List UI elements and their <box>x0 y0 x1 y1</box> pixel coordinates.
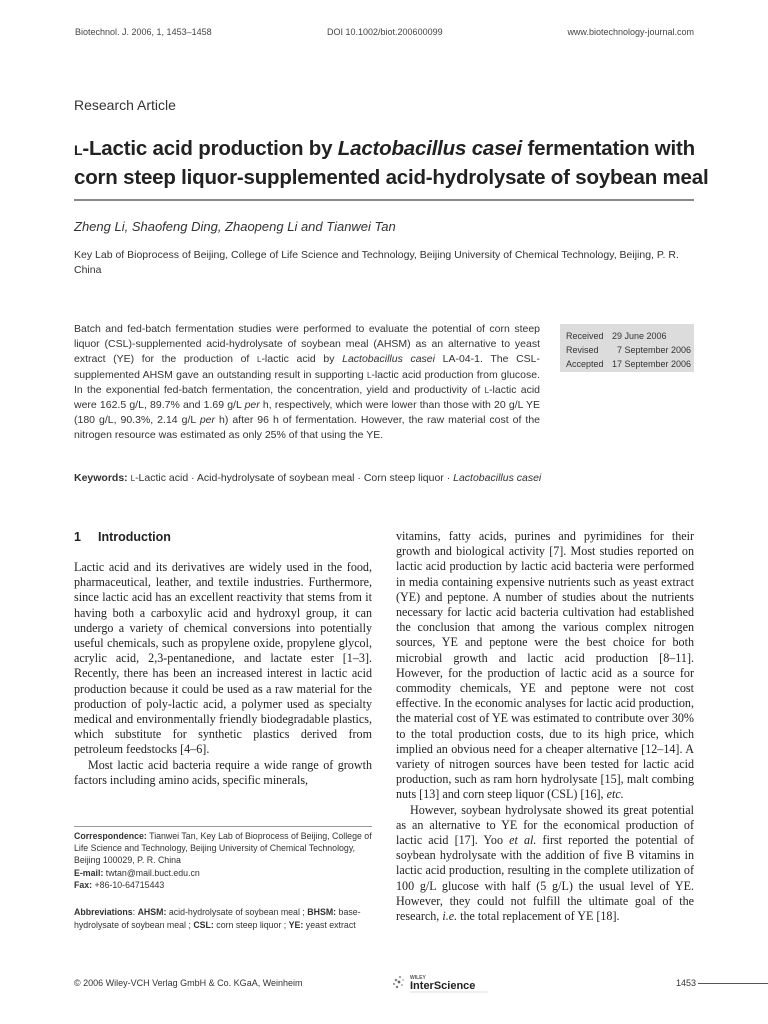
abstract-text: -lactic acid production from glucose. In the exponential fed-batch fermentation, the concentration, yield and productivity of <box>74 368 541 396</box>
abbreviation-term: BHSM: <box>307 907 337 917</box>
paragraph-italic: i.e. <box>442 909 458 924</box>
paragraph: Most lactic acid bacteria require a wide range of growth factors including amino acids, specific minerals, <box>74 757 372 787</box>
fax-value: +86-10-64715443 <box>94 879 165 890</box>
revised-value: 7 September 2006 <box>617 345 692 355</box>
correspondence-label: Correspondence: <box>74 831 147 841</box>
title-rule <box>74 199 694 201</box>
doi[interactable]: DOI 10.1002/biot.200600099 <box>327 27 443 37</box>
article-dates <box>560 324 694 372</box>
keywords <box>74 472 694 484</box>
paragraph-italic: etc. <box>606 787 624 802</box>
received-value: 29 June 2006 <box>612 331 667 341</box>
abstract-text: LA-04-1. The CSL-supplemented AHSM gave an outstanding result in supporting <box>74 353 540 381</box>
abstract-text: h) after 96 h of fermentation. However, the raw material cost of the nitrogen resource was estimated as only 25% of that using the YE. <box>74 414 540 442</box>
paragraph <box>396 529 694 803</box>
abbreviation-definition: corn steep liquor ; <box>216 919 289 930</box>
abbreviation-definition: base-hydrolysate of soybean meal ; <box>74 907 361 930</box>
paragraph-text: However, soybean hydrolysate showed its great potential as an alternative to YE for the economical production of lactic acid [17]. Yoo <box>396 802 694 848</box>
correspondence-fax <box>74 879 372 891</box>
correspondence <box>74 826 372 891</box>
body-column-left <box>74 560 372 788</box>
keywords-text: -Lactic acid · Acid-hydrolysate of soybean meal · Corn steep liquor · <box>135 472 454 484</box>
section-number: 1 <box>74 530 81 544</box>
interscience-logo <box>388 970 498 996</box>
title-species: Lactobacillus casei <box>337 137 523 160</box>
email-link[interactable]: twtan@mail.buct.edu.cn <box>105 867 200 878</box>
title-part-1: -Lactic acid production by <box>82 137 338 160</box>
correspondence-address <box>74 830 372 867</box>
journal-citation: Biotechnol. J. 2006, 1, 1453–1458 <box>75 27 212 37</box>
abstract-small-caps: L <box>484 385 490 395</box>
paragraph: Lactic acid and its derivatives are widely used in the food, pharmaceutical, leather, and textile industries. Furthermore, since lactic acid has an excellent reactivity that stems from it having both a carboxylic acid and hydroxyl group, it can undergo a variety of chemical conversions into potentially useful chemicals, such as propylene oxide, propylene glycol, acrylic acid, 2,3-pentanedione, and lactate ester [1–3]. Recently, there has been an increased interest in lactic acid production because it could be used as a raw material for the production of poly-lactic acid, a polymer used as specialty medical and environmentally friendly biodegradable plastics, which substitute for synthetic plastics derived from petroleum feedstocks [4–6]. <box>74 560 372 757</box>
copyright: © 2006 Wiley-VCH Verlag GmbH & Co. KGaA, Weinheim <box>74 978 303 988</box>
journal-website[interactable]: www.biotechnology-journal.com <box>567 27 694 37</box>
accepted-value: 17 September 2006 <box>612 359 692 369</box>
page-number-rule <box>698 983 768 984</box>
abbreviation-term: CSL: <box>193 919 214 930</box>
abstract-text: Batch and fed-batch fermentation studies were performed to evaluate the potential of corn steep liquor (CSL)-supplemented acid-hydrolysate of soybean meal (AHSM) as an alternative to yeast extract (YE) for the production of <box>74 323 540 366</box>
section-heading <box>74 530 171 544</box>
revised-date <box>566 343 694 357</box>
abbreviation-definition: yeast extract <box>305 919 356 930</box>
received-date <box>566 329 694 343</box>
correspondence-text: Tianwei Tan, Key Lab of Bioprocess of Beijing, College of Life Science and Technology, Beijing University of Chemical Technology, Beijing 100029, P. R. China <box>74 831 372 866</box>
accepted-date <box>566 357 694 371</box>
abbreviations-label: Abbreviations <box>74 907 133 917</box>
abstract-small-caps: L <box>256 355 262 365</box>
abbreviations: Abbreviations: AHSM: acid-hydrolysate of soybean meal ; BHSM: base-hydrolysate of soybean meal ; CSL: corn steep liquor ; YE: yeast extract <box>74 907 361 930</box>
paragraph-text: the total replacement of YE [18]. <box>457 909 620 924</box>
abbreviation-term: AHSM: <box>137 907 167 917</box>
title-part-2: fermentation with corn steep liquor-supplemented acid-hydrolysate of soybean meal <box>74 137 709 189</box>
abbreviation-term: YE: <box>288 919 304 930</box>
abstract-small-caps: L <box>366 370 372 380</box>
article-type: Research Article <box>74 97 176 113</box>
logo-top-text: WILEY <box>410 975 426 981</box>
logo-dots-icon <box>393 976 404 988</box>
abstract <box>74 322 540 444</box>
authors: Zheng Li, Shaofeng Ding, Zhaopeng Li and Tianwei Tan <box>74 219 396 234</box>
abstract-species: Lactobacillus casei <box>342 353 435 366</box>
section-title: Introduction <box>98 530 171 544</box>
article-title <box>74 135 714 191</box>
keywords-label: Keywords: <box>74 472 128 484</box>
abbreviation-definition: acid-hydrolysate of soybean meal ; <box>168 907 308 917</box>
abstract-text: h, respectively, which were lower than those with 20 g/L YE (180 g/L, 90.3%, 2.14 g/L <box>74 399 540 427</box>
received-label: Received <box>566 331 604 341</box>
correspondence-email <box>74 867 372 879</box>
fax-label: Fax: <box>74 879 93 890</box>
abstract-text: -lactic acid were 162.5 g/L, 89.7% and 1.69 g/L <box>74 383 540 412</box>
abstract-italic: per <box>244 399 260 412</box>
paragraph-text: first reported the potential of soybean hydrolysate with the addition of five B vitamins in lactic acid production, resulting in the complete utilization of 100 g/L glucose with half (5 g/L) the usual level of YE. However, they could not fulfill the ultimate goal of the research, <box>396 833 694 924</box>
email-label: E-mail: <box>74 867 104 878</box>
page-number: 1453 <box>676 978 697 988</box>
title-small-caps: L <box>74 142 83 158</box>
affiliation: Key Lab of Bioprocess of Beijing, College of Life Science and Technology, Beijing University of Chemical Technology, Beijing, P. R. China <box>74 249 679 276</box>
keywords-species: Lactobacillus casei <box>453 472 542 484</box>
paragraph <box>396 803 694 925</box>
revised-label: Revised <box>566 345 599 355</box>
abstract-text: -lactic acid by <box>261 353 343 366</box>
accepted-label: Accepted <box>566 359 604 369</box>
logo-main-text: InterScience <box>410 980 476 992</box>
keywords-small-caps: L <box>130 474 136 483</box>
paragraph-text: vitamins, fatty acids, purines and pyrimidines for their growth and biological activity [7]. Most studies reported on lactic acid production by lactic acid bacteria were performed in media containing expensive nutrients such as yeast extract (YE) and peptone. A number of studies about the nutrients necessary for lactic acid bacteria cultivation had established the conclusion that among the various complex nitrogen sources, YE and peptone were the best choice for both microbial growth and lactic acid production [8–11]. However, for the production of lactic acid as a source for commodity chemicals, YE and peptone were not cost effective. In the economic analyses for lactic acid production, the material cost of YE was estimated to contribute over 30% to the total production costs, due to its high price, which implied an obvious need for a cheaper alternative [12–14]. A variety of nitrogen sources have been tested for lactic acid production, such as ram horn hydrolysate [15], malt combing nuts [13] and corn steep liquor (CSL) [16], <box>396 529 694 802</box>
paragraph-italic: et al. <box>509 833 537 848</box>
body-column-right <box>396 529 694 924</box>
abstract-italic: per <box>199 414 215 427</box>
